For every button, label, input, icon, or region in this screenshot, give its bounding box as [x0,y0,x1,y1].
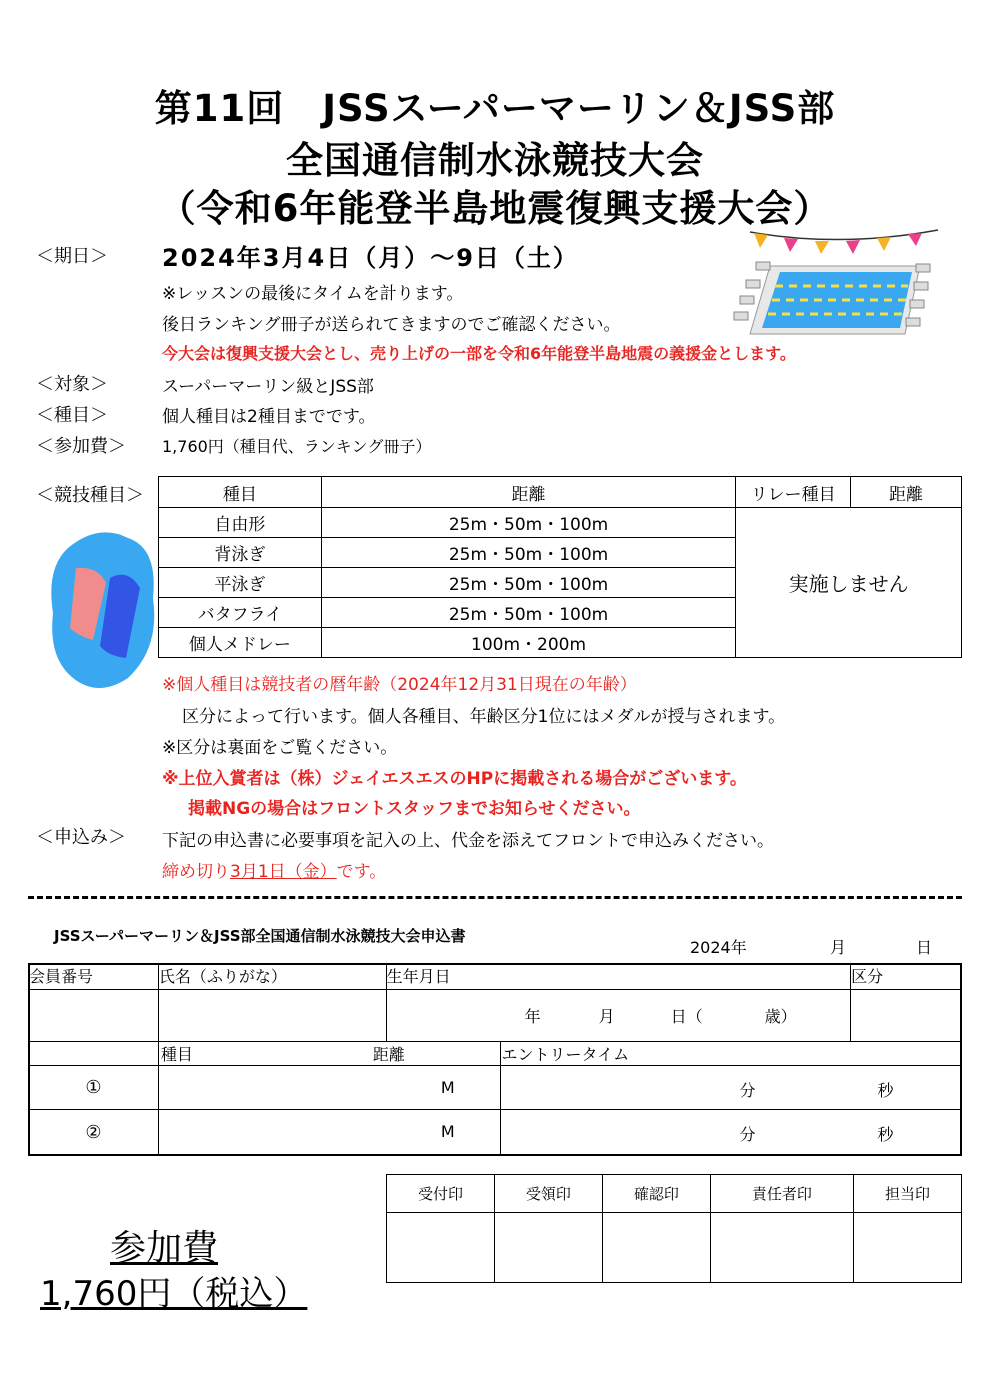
entry-time-field[interactable]: 分 秒 [501,1110,962,1156]
header-distance: 距離 [321,477,735,508]
events-count-label: ＜種目＞ [36,405,108,426]
schedule-label: ＜期日＞ [36,246,108,267]
swimmer-illustration [48,528,158,693]
stamp-box[interactable] [602,1213,710,1283]
apply-text: 下記の申込書に必要事項を記入の上、代金を添えてフロントで申込みください。 [162,831,774,851]
apply-deadline: 締め切り3月1日（金）です。 [162,862,387,882]
col-event: 種目 [160,1045,193,1064]
stamp-box[interactable] [710,1213,853,1283]
member-number-field[interactable] [29,990,159,1042]
relay-note: 実施しません [736,508,962,658]
stamp-reception: 受付印 [387,1175,495,1213]
stamp-box[interactable] [387,1213,495,1283]
events-count-value: 個人種目は2種目までです。 [162,407,376,427]
form-title: JSSスーパーマーリン＆JSS部全国通信制水泳競技大会申込書 [54,927,466,945]
schedule-note2: 後日ランキング冊子が送られてきますのでご確認ください。 [162,315,621,335]
event-cell: 背泳ぎ [159,538,322,568]
competition-table [158,476,962,658]
title-line2: 全国通信制水泳競技大会 [286,139,704,182]
application-form [28,963,962,1156]
event-distance-field[interactable]: M [158,1110,501,1156]
row-number: ① [29,1066,159,1110]
event-distance-field[interactable]: M [158,1066,501,1110]
stamp-confirm: 確認印 [602,1175,710,1213]
form-date-day: 日 [916,938,933,957]
col-birth: 生年月日 [386,964,850,990]
col-entry: エントリータイム [501,1042,962,1066]
note-winners1: ※上位入賞者は（株）ジェイエスエスのHPに掲載される場合がございます。 [162,769,747,789]
stamp-box[interactable] [854,1213,962,1283]
birth-field[interactable]: 年 月 日（ 歳） [386,990,850,1042]
distance-cell: 25m・50m・100m [321,538,735,568]
note-back: ※区分は裏面をご覧ください。 [162,738,398,758]
col-class: 区分 [851,964,962,990]
competition-label: ＜競技種目＞ [36,485,144,506]
note-winners2: 掲載NGの場合はフロントスタッフまでお知らせください。 [188,799,641,819]
form-date-month: 月 [830,938,847,957]
class-field[interactable] [851,990,962,1042]
apply-label: ＜申込み＞ [36,827,126,848]
form-date-year: 2024年 [690,938,747,957]
note-division: 区分によって行います。個人各種目、年齢区分1位にはメダルが授与されます。 [182,707,786,727]
schedule-note3: 今大会は復興支援大会とし、売り上げの一部を令和6年能登半島地震の義援金とします。 [162,344,796,363]
event-cell: 自由形 [159,508,322,538]
fee-box-amount: 1,760円（税込） [40,1274,308,1314]
distance-cell: 25m・50m・100m [321,568,735,598]
stamp-manager: 責任者印 [710,1175,853,1213]
title-line3: （令和6年能登半島地震復興支援大会） [158,187,832,230]
header-event: 種目 [159,477,322,508]
title-line1: 第11回 JSSスーパーマーリン＆JSS部 [154,87,836,130]
fee-value: 1,760円（種目代、ランキング冊子） [162,437,432,456]
event-cell: 平泳ぎ [159,568,322,598]
pool-illustration [720,224,945,344]
name-field[interactable] [158,990,386,1042]
header-relay: リレー種目 [736,477,851,508]
col-member: 会員番号 [29,964,159,990]
distance-cell: 25m・50m・100m [321,598,735,628]
distance-cell: 25m・50m・100m [321,508,735,538]
event-cell: 個人メドレー [159,628,322,658]
stamp-receipt: 受領印 [494,1175,602,1213]
col-distance: 距離 [372,1045,405,1064]
fee-label: ＜参加費＞ [36,436,126,457]
stamp-box[interactable] [494,1213,602,1283]
distance-cell: 100m・200m [321,628,735,658]
target-value: スーパーマーリン級とJSS部 [162,377,374,397]
col-name: 氏名（ふりがな） [158,964,386,990]
event-cell: バタフライ [159,598,322,628]
row-number: ② [29,1110,159,1156]
header-relay-distance: 距離 [851,477,962,508]
stamp-table [386,1174,962,1283]
note-age: ※個人種目は競技者の暦年齢（2024年12月31日現在の年齢） [162,675,637,695]
target-label: ＜対象＞ [36,374,108,395]
entry-time-field[interactable]: 分 秒 [501,1066,962,1110]
cut-line [28,896,962,899]
schedule-note1: ※レッスンの最後にタイムを計ります。 [162,284,464,304]
schedule-date: 2024年3月4日（月）～9日（土） [162,244,579,272]
stamp-staff: 担当印 [854,1175,962,1213]
fee-box-label: 参加費 [110,1228,219,1269]
